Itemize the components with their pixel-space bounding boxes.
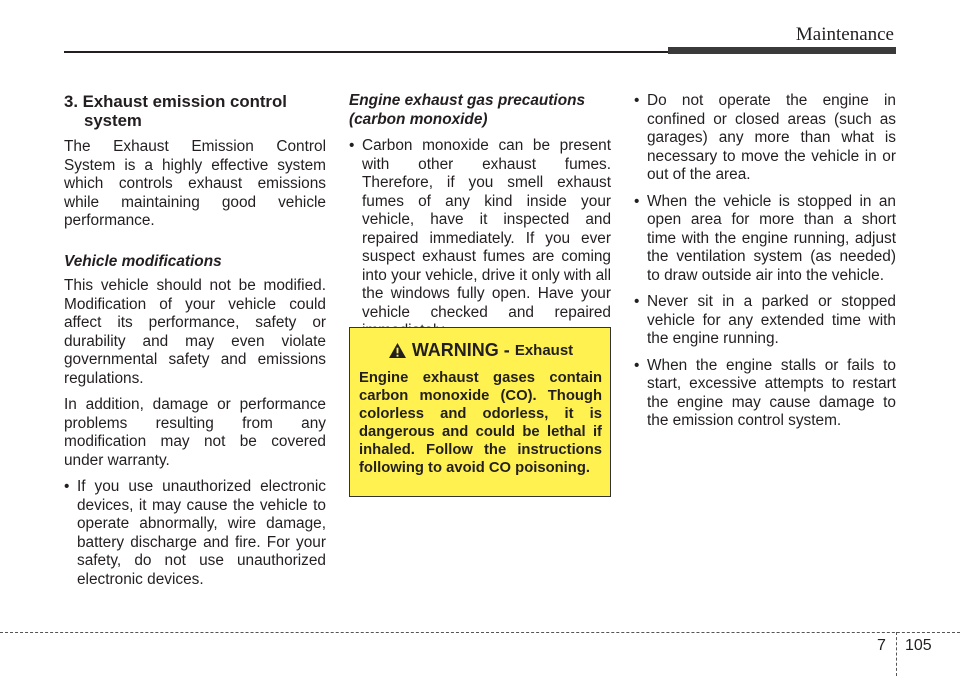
paragraph: This vehicle should not be modified. Modification of your vehicle could affect its performance, safety or durability and may even violate governmental safety and emissions regulations. — [64, 277, 326, 387]
bullet-dot: • — [634, 293, 640, 310]
bullet-text: Carbon monoxide can be present with other exhaust fumes. Therefore, if you smell exhaust fumes of any kind inside your vehicle, have it inspected and repaired immediately. If you ever suspect exhaust fumes are coming into your vehicle, drive it only with all the windows fully open. Have your vehicle checked and repaired — [362, 137, 611, 321]
bullet-item — [634, 92, 896, 185]
left-column — [64, 92, 326, 597]
page-header-title: Maintenance — [795, 24, 894, 45]
subheading-exhaust-precautions: Engine exhaust gas precautions (carbon monoxide) — [349, 92, 586, 128]
bullet-dot: • — [64, 478, 70, 495]
bullet-item — [634, 357, 896, 431]
section-title: 3. Exhaust emission control system — [64, 92, 287, 130]
footer-rule — [0, 632, 960, 633]
bullet-item — [64, 478, 326, 589]
warning-subject: Exhaust — [514, 342, 574, 359]
header-rule-thin — [64, 51, 668, 53]
bullet-dot: • — [634, 92, 640, 109]
paragraph: In addition, damage or performance problems resulting from any modification may not be covered under warranty. — [64, 396, 326, 469]
chapter-number: 7 — [877, 637, 886, 654]
bullet-dot: • — [634, 356, 640, 374]
bullet-item — [634, 293, 896, 349]
header-rule-thick — [668, 47, 896, 54]
bullet-text: Do not operate the engine in confined or closed areas (such as garages) any more than what is necessary to move the vehicle in or out of the area. — [647, 92, 896, 183]
page-number: 105 — [905, 637, 932, 654]
footer-separator — [896, 632, 897, 676]
bullet-text: If you use unauthorized electronic devices, it may cause the vehicle to operate abnormally, wire damage, battery discharge and fire. For your safety, do not use unauthorized electronic devices. — [77, 478, 326, 588]
warning-body: Engine exhaust gases contain carbon monoxide (CO). Though colorless and odorless, it is dangerous and could be lethal if inhaled. Follow the instructions following to avoid CO poisoning. — [359, 370, 602, 476]
bullet-item — [349, 137, 611, 341]
bullet-dot: • — [349, 137, 355, 154]
bullet-text: Never sit in a parked or stopped vehicle for any extended time with the engine running. — [647, 293, 896, 347]
warning-label: WARNING - — [411, 340, 510, 360]
bullet-dot: • — [634, 192, 640, 210]
subheading-vehicle-modifications: Vehicle modifications — [64, 252, 222, 270]
warning-triangle-icon — [388, 342, 407, 359]
bullet-text: When the vehicle is stopped in an open area for more than a short time with the engine running, adjust the ventilation system (as needed) to draw outside air into the vehicle. — [647, 192, 896, 284]
intro-paragraph: The Exhaust Emission Control System is a highly effective system which controls exhaust emissions while maintaining good vehicle performance. — [64, 138, 326, 229]
right-column — [634, 92, 896, 439]
bullet-text: When the engine stalls or fails to start, excessive attempts to restart the engine may cause damage to the emission control system. — [647, 356, 896, 429]
warning-heading — [359, 340, 602, 361]
warning-box — [349, 327, 611, 497]
middle-column — [349, 92, 611, 349]
bullet-item — [634, 193, 896, 286]
